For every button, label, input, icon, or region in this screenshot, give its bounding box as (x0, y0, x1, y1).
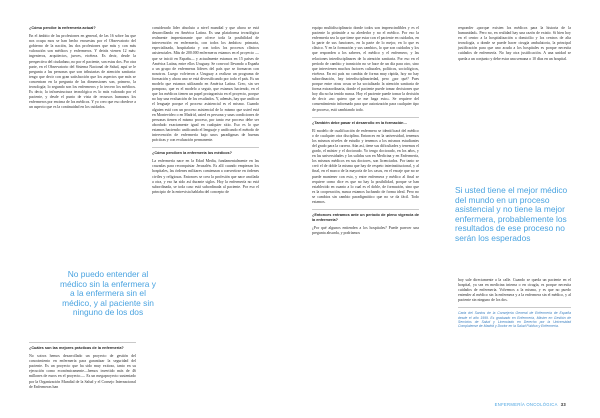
divider (29, 342, 136, 343)
divider (312, 209, 419, 210)
paragraph: ¿Por qué algunos entienden a los hospitales? Puede parecer una pregunta absurda, y podríamos (312, 226, 419, 236)
paragraph: considerado lider absoluto a nivel mundial y que ahora se está desarrollando en América Latina. Es una plataforma tecnológica realmente impresionante que ofrece toda la posibilidad de intervención en enfermería, con todos los ámbitos: primaria, especializada, hospitalaria y con todos los procesos clínicos asistenciales. Más de 200.000 enfermeros estamos en el proyecto —que se inició en España— y actualmente estamos en 15 países de América Latina, entre ellos Uruguay. Se convocó llevando a España a un grupo de enfermeras líderes del país que se formaron con nosotros. Luego volvieron a Uruguay a realizar un programa de formación y ahora uno se está diversificando por todo el país. Es un modelo que estamos utilizando en América Latina. Creo, sin ser pomposo, que es el modelo a seguir, que estamos haciendo, en el que los médicos tienen un papel protagonista en el proyecto, porque no hay una evaluación de los resultados. Y, además, hay que unificar el lenguaje porque el proceso asistencial es el mismo. Cuando alguien está con un proceso asistencial de lo mismo que usted está en Montevideo o en Madrid, usted es persona y unas condiciones de personas tienen el mismo proceso, por tanto ese proceso debe ser abordado exactamente igual en cualquier sitio. Eso es lo que estamos haciendo: unificando el lenguaje y unificando el método de intervención de enfermería bajo unos paradigmas de buenas prácticas y con evaluación permanente. (152, 26, 259, 143)
column-1 (29, 26, 136, 113)
page-footer (495, 402, 566, 407)
page-number: 33 (560, 402, 566, 407)
pull-quote: Si usted tiene el mejor médico del mundo en un proceso asistencial y no tiene la mejor enfermera, probablemente los resultados de ese proceso no serán los esperados (455, 185, 568, 243)
paragraph: En el ámbito de las profesiones en general, de las 16 sobre las que nos ocupa mos se han hecho encuestas por el Observatorio del gobierno de la nación, las dos profesiones que más y con más valoración son médicos y enfermeros. Y detrás vienen 12 más: ingenieros, arquitectos, jueces, etcétera. Es decir, desde la perspectiva del ciudadano, no por el paciente, son estas dos. Por otra parte, en el Observatorio del Sistema Nacional de Salud, aquí se le pregunta a las personas que son tributarias de atención sanitaria: tengo que decir con gran satisfacción que los aspectos que más se concentran en la pregunta de las dimensiones son, primero, la tecnología; lo segundo son los enfermeros y lo tercero los médicos. Es decir, la infraestructura tecnológica es lo más valorado por el paciente, y desde el punto de vista de recursos humanos los enfermeros por encima de los médicos. Y yo creo que eso obedece a un aspecto que es la continuidad en los cuidados. (29, 34, 136, 110)
question-heading: ¿Cuáles son las mejores prácticas de la enfermería? (29, 346, 124, 350)
question-heading: ¿Entonces entramos ante un período de pleno vigencia de la enfermería? (312, 213, 419, 223)
paragraph: La enfermería nace en la Edad Media, fundamentalmente en las cruzadas para reconquistar Jerusalén. Es allí cuando empiezan los hospitales, las órdenes militares comienzan a convertirse en órdenes civiles y religiosas. Entonces se crea la profesión que nace ancilada a otra, y eso ha sido así durante siglos. Hoy la enfermería no está subordinada, se toda caso está subordinada al paciente. Por eso el principio de la entrevista hablaba del concepto de (152, 159, 259, 194)
question-heading: ¿Cómo percibe la enfermería actual? (29, 26, 96, 30)
column-4-lower (458, 278, 571, 328)
column-2 (152, 26, 259, 197)
author-bio: Carta del Santos de la Consejería General de Enfermería de España desde el año 1999. Es graduado en Enfermería, Máster en Gestión de Servicios de Salud y Licenciado en Derecho por la Universidad Complutense de Madrid y Doctor en la Salud Pública y Enfermería. (458, 311, 571, 329)
divider (458, 307, 571, 308)
paragraph: No sotros hemos desarrollado un proyecto de gestión del conocimiento en enfermería para garantizar la seguridad del paciente. Es un proyecto que ha sido muy exitoso, tanto en su ejecución como económicamente—hemos invertido más de 46 millones de euros en el proyecto—. Es un megaproyecto sustentado por la Organización Mundial de la Salud y el Consejo Internacional de Enfermeras han (29, 354, 136, 389)
divider (312, 117, 419, 118)
section-name: ENFERMERÍA ONCOLÓGICA (494, 402, 558, 407)
question-heading: ¿Cómo perciben la enfermería los médicos? (152, 151, 232, 156)
paragraph: El modelo de cualificación de enfermera se identificará del médico o de cualquier otra disciplina. Entonces en la universidad, tenemos los mismos niveles de estudio y tenemos a los mismos estudiantes del grado para la carrera. Aún así, tiene sus dificultades y tenemos el grado, el máster y el doctorado. Yo tengo doctorado, en los años, y en las universidades y las salidas son en Medicina y en Enfermería, los mismos médicos en sus doctores, son licenciados. Por tanto se creó el de doble la misma que hay de respeto interinstitucional, y al final, en el marco de la mayoría de los casos, en el encaje que no se puede mantener con esto, y entre enfermera y médico al final se requiere como dice es que no hay la posibilidad, porque se han establecido en cuanto a lo cual es el doble, de formación, sino que es la cooperación, nunca estamos luchando de forma ideal. Pero no se cambios sin cambio paradigmático que no se da fácil. Todo estamos. (312, 128, 419, 204)
question-heading: ¿También debe pasar el desarrollo en la formación… (312, 120, 408, 125)
paragraph: responder «porque existen los médicos para la historia de la humanidad». Pero no, en realidad hay una razón de existir. Si bien hoy en el centro a la hospitalización a domicilio y los centros de alta tecnología, a donde se puede hacer cirugía ambulatoria, la principal justificación para que uno acuda a los hospitales es porque necesita cuidados de enfermería. No hay otra justificación. A una unidad se queda a un conjunto y debe estar una semana o 10 días en un hospital. (458, 26, 571, 61)
column-1-lower (29, 338, 136, 392)
column-4 (458, 26, 571, 64)
paragraph: equipo multidisciplinario donde todos son imprescindibles y es el paciente la pirámide a su alrededor y no el médico. Por eso la enfermería sea la que tiene que estar con el paciente en cuidados, en la parte de sus funciones, en la parte de lo mejor, en lo que es clásico. Y en la formación y sus cambios, lo que son cuidados y los que responden a los saberes, el médico y el enfermero, y las relaciones interdisciplinares de la atención sanitaria. Por eso en el período de cambio y transición no se hace de un día para otro, sino que intervienen muchos factores culturales, políticos, sociológicos, etcétera. En mi país no cambia de forma muy rápida, hoy no hay subordinación, hay interdisciplinariedad, pero ¿por qué? Pues porque entre otras cosas se ha socializado la atención sanitaria de forma extraordinaria, donde el paciente puede tomar decisiones que hoy día no ha tenido nunca. Hoy el paciente puede tomar la decisión de decir «no quiero que se me haga esto». Se requiere del consentimiento informado para que autorización para cualquier tipo de proceso, está cambiando todo. (312, 26, 419, 112)
divider (152, 147, 259, 148)
pull-quote: No puedo entender al médico sin la enfermera y a la enfermera sin el médico, y al paciente sin ninguno de los dos (60, 269, 156, 318)
column-3 (312, 26, 419, 238)
paragraph: hoy sale directamente a la calle. Cuando se queda un paciente en el hospital, ya sea en medicina interna o en cirugía, es porque necesita cuidados de enfermería. Volvemos a la misma, y es que no puedo entender al médico sin la enfermera y a la enfermera sin el médico, y al paciente sin ninguno de los dos. (458, 278, 571, 303)
